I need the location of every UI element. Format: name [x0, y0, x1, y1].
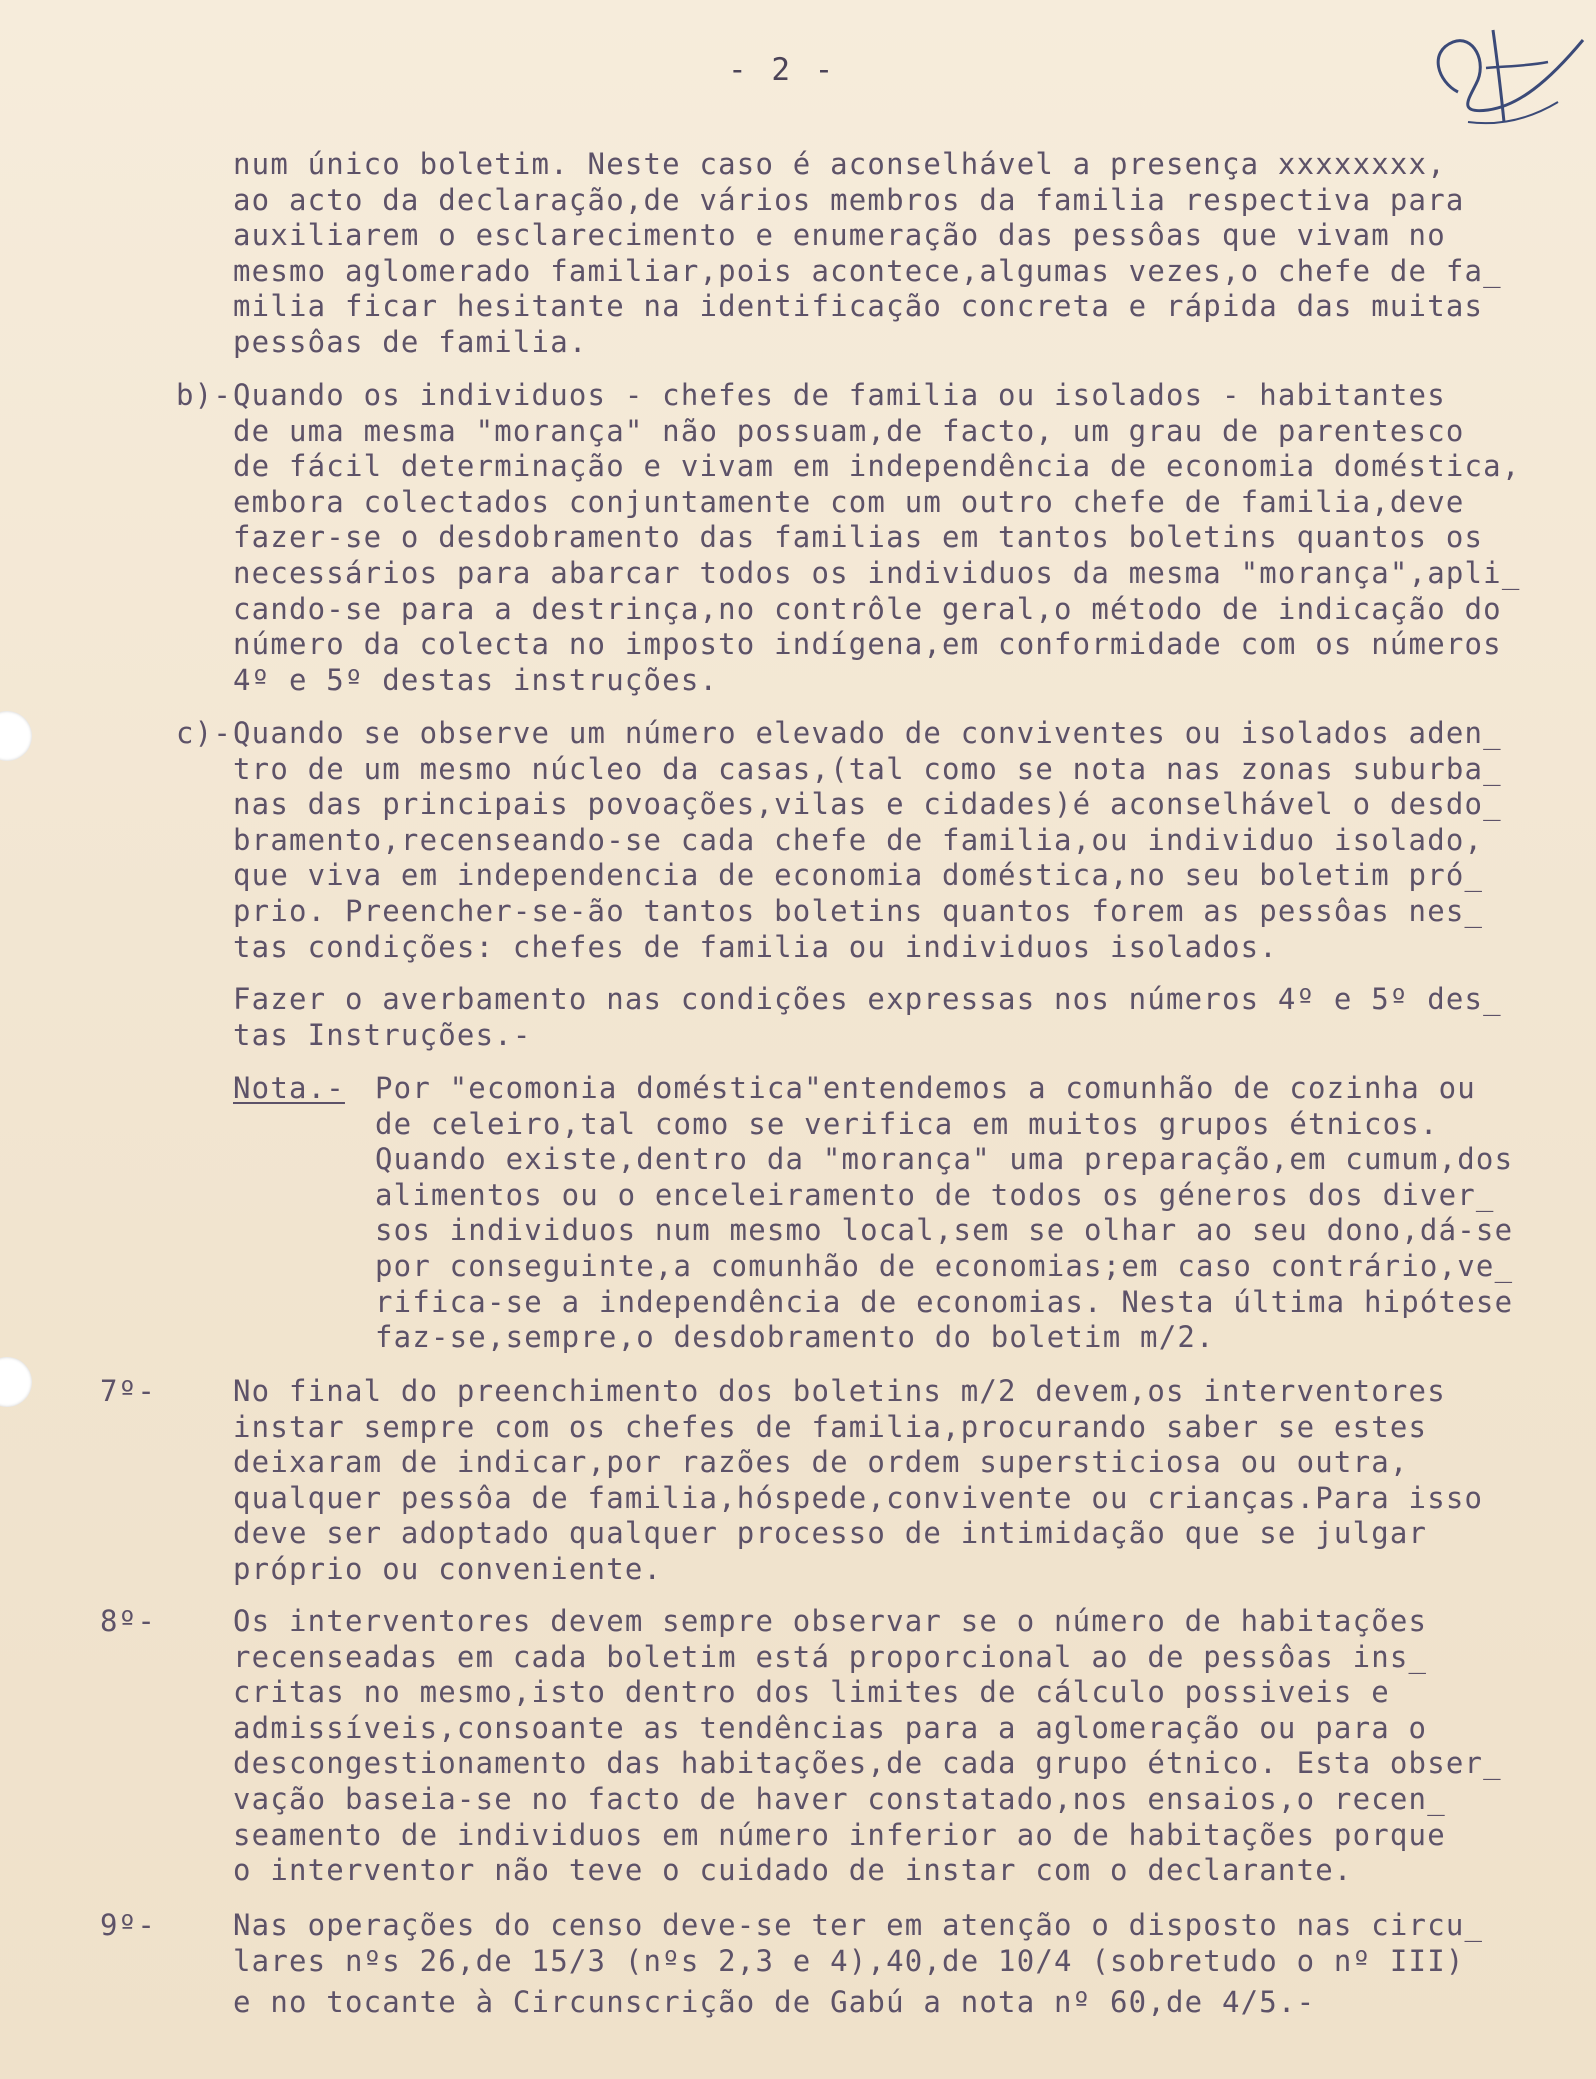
text-line: admissíveis,consoante as tendências para a aglomeração ou para o [233, 1710, 1428, 1745]
text-line: Fazer o averbamento nas condições expressas nos números 4º e 5º des_ [233, 982, 1502, 1016]
text-line: mesmo aglomerado familiar,pois acontece,algumas vezes,o chefe de fa_ [233, 253, 1502, 288]
text-line: num único boletim. Neste caso é aconselhável a presença xxxxxxxx, [233, 147, 1446, 181]
text-line: vação baseia-se no facto de haver constatado,nos ensaios,o recen_ [233, 1781, 1446, 1816]
item-8 [233, 1604, 1502, 1889]
handwritten-initials [1398, 22, 1588, 132]
item-7 [233, 1374, 1483, 1588]
item-9 [233, 1908, 1483, 2021]
text-line: necessários para abarcar todos os individuos da mesma "morança",apli_ [233, 555, 1521, 590]
paragraph-c [233, 716, 1502, 965]
text-line: tas condições: chefes de familia ou individuos isolados. [233, 929, 1278, 964]
text-line: lares nºs 26,de 15/3 (nºs 2,3 e 4),40,de 10/4 (sobretudo o nº III) [233, 1943, 1465, 1978]
text-line: por conseguinte,a comunhão de economias;em caso contrário,ve_ [375, 1248, 1514, 1283]
text-line: Por "ecomonia doméstica"entendemos a comunhão de cozinha ou [375, 1071, 1476, 1105]
item-7-label: 7º- [100, 1374, 156, 1408]
text-line: instar sempre com os chefes de familia,procurando saber se estes [233, 1409, 1428, 1444]
text-line: o interventor não teve o cuidado de instar com o declarante. [233, 1853, 1353, 1888]
text-line: critas no mesmo,isto dentro dos limites de cálculo possiveis e [233, 1675, 1390, 1710]
text-line: embora colectados conjuntamente com um outro chefe de familia,deve [233, 484, 1465, 519]
text-line: No final do preenchimento dos boletins m/2 devem,os interventores [233, 1374, 1446, 1408]
item-9-label: 9º- [100, 1908, 156, 1942]
text-line: número da colecta no imposto indígena,em conformidade com os números [233, 627, 1502, 662]
punch-hole-top [0, 711, 32, 761]
text-line: milia ficar hesitante na identificação concreta e rápida das muitas [233, 289, 1484, 324]
text-line: descongestionamento das habitações,de cada grupo étnico. Esta obser_ [233, 1746, 1502, 1781]
text-line: e no tocante à Circunscrição de Gabú a nota nº 60,de 4/5.- [233, 1985, 1316, 2020]
text-line: de uma mesma "morança" não possuam,de facto, um grau de parentesco [233, 413, 1465, 448]
text-line: pessôas de familia. [233, 324, 588, 359]
text-line: faz-se,sempre,o desdobramento do boletim m/2. [375, 1320, 1215, 1355]
paragraph-c-label: c)- [176, 716, 232, 750]
text-line: qualquer pessôa de familia,hóspede,convivente ou crianças.Para isso [233, 1480, 1484, 1515]
text-line: Quando existe,dentro da "morança" uma preparação,em cumum,dos [375, 1142, 1514, 1177]
page-number: - 2 - [728, 52, 837, 88]
punch-hole-bottom [0, 1357, 32, 1407]
paragraph-b [233, 378, 1521, 698]
text-line: Quando os individuos - chefes de familia ou isolados - habitantes [233, 378, 1446, 412]
nota-text [375, 1071, 1513, 1356]
text-line: tro de um mesmo núcleo da casas,(tal como se nota nas zonas suburba_ [233, 751, 1502, 786]
text-line: deixaram de indicar,por razões de ordem supersticiosa ou outra, [233, 1445, 1409, 1480]
text-line: 4º e 5º destas instruções. [233, 662, 719, 697]
text-line: prio. Preencher-se-ão tantos boletins quantos forem as pessôas nes_ [233, 893, 1484, 928]
text-line: de fácil determinação e vivam em independência de economia doméstica, [233, 449, 1521, 484]
text-line: Nas operações do censo deve-se ter em atenção o disposto nas circu_ [233, 1908, 1484, 1942]
text-line: cando-se para a destrinça,no contrôle geral,o método de indicação do [233, 591, 1502, 626]
text-line: deve ser adoptado qualquer processo de intimidação que se julgar [233, 1516, 1428, 1551]
text-line: seamento de individuos em número inferior ao de habitações porque [233, 1817, 1446, 1852]
text-line: bramento,recenseando-se cada chefe de familia,ou individuo isolado, [233, 822, 1484, 857]
text-line: tas Instruções.- [233, 1017, 532, 1052]
paragraph-b-label: b)- [176, 378, 232, 412]
paragraph-a-continuation [233, 147, 1502, 361]
text-line: Os interventores devem sempre observar se o número de habitações [233, 1604, 1428, 1638]
text-line: ao acto da declaração,de vários membros da familia respectiva para [233, 182, 1465, 217]
text-line: alimentos ou o enceleiramento de todos os géneros dos diver_ [375, 1177, 1495, 1212]
item-8-label: 8º- [100, 1604, 156, 1638]
text-line: rifica-se a independência de economias. Nesta última hipótese [375, 1284, 1514, 1319]
text-line: de celeiro,tal como se verifica em muitos grupos étnicos. [375, 1106, 1439, 1141]
text-line: sos individuos num mesmo local,sem se olhar ao seu dono,dá-se [375, 1213, 1514, 1248]
text-line: nas das principais povoações,vilas e cidades)é aconselhável o desdo_ [233, 787, 1502, 822]
text-line: Quando se observe um número elevado de conviventes ou isolados aden_ [233, 716, 1502, 750]
nota-label: Nota.- [233, 1071, 345, 1105]
text-line: auxiliarem o esclarecimento e enumeração das pessôas que vivam no [233, 218, 1446, 253]
text-line: recenseadas em cada boletim está proporcional ao de pessôas ins_ [233, 1639, 1428, 1674]
text-line: que viva em independencia de economia doméstica,no seu boletim pró_ [233, 858, 1484, 893]
averbamento-note [233, 982, 1502, 1053]
text-line: fazer-se o desdobramento das familias em tantos boletins quantos os [233, 520, 1484, 555]
text-line: próprio ou conveniente. [233, 1551, 663, 1586]
